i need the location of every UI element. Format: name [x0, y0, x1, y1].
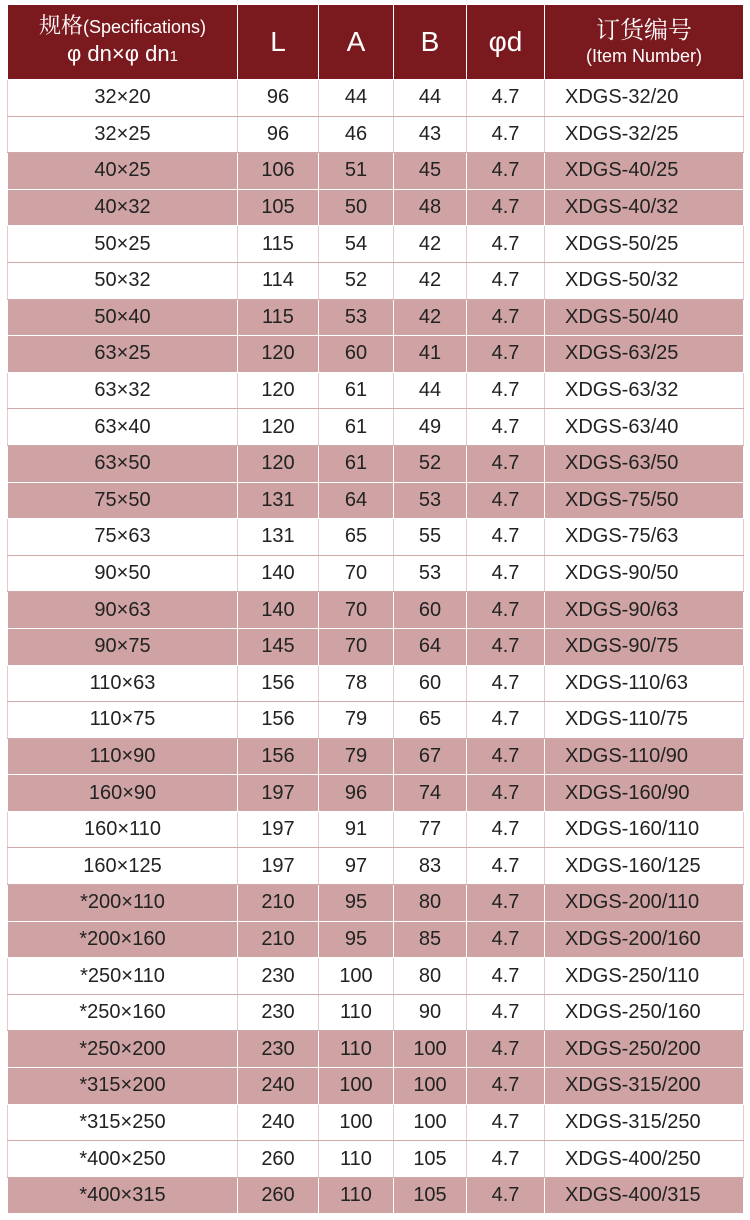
cell-spec: 63×25	[8, 336, 238, 373]
table-row	[8, 628, 744, 665]
header-item-number	[545, 5, 744, 80]
cell-item-number: XDGS-315/250	[545, 1104, 744, 1141]
cell-item-number: XDGS-50/25	[545, 226, 744, 263]
cell-l: 106	[238, 153, 319, 190]
cell-l: 210	[238, 885, 319, 922]
spec-table	[7, 4, 744, 1214]
cell-spec: 50×25	[8, 226, 238, 263]
cell-spec: 63×50	[8, 445, 238, 482]
cell-l: 240	[238, 1068, 319, 1105]
spec-formula-subscript: 1	[169, 48, 178, 65]
cell-diameter: 4.7	[467, 262, 545, 299]
cell-l: 140	[238, 592, 319, 629]
cell-a: 50	[319, 189, 394, 226]
cell-diameter: 4.7	[467, 226, 545, 263]
cell-item-number: XDGS-315/200	[545, 1068, 744, 1105]
cell-spec: 63×40	[8, 409, 238, 446]
header-l: L	[238, 5, 319, 80]
cell-l: 240	[238, 1104, 319, 1141]
cell-spec: 32×20	[8, 80, 238, 117]
table-row	[8, 1177, 744, 1214]
cell-spec: 90×50	[8, 555, 238, 592]
cell-b: 77	[394, 811, 467, 848]
cell-a: 70	[319, 555, 394, 592]
table-row	[8, 519, 744, 556]
cell-a: 95	[319, 921, 394, 958]
cell-l: 114	[238, 262, 319, 299]
cell-item-number: XDGS-63/32	[545, 372, 744, 409]
cell-l: 120	[238, 409, 319, 446]
cell-item-number: XDGS-110/63	[545, 665, 744, 702]
cell-spec: *200×160	[8, 921, 238, 958]
cell-spec: 90×75	[8, 628, 238, 665]
cell-diameter: 4.7	[467, 519, 545, 556]
item-title-en: (Item Number)	[585, 46, 702, 66]
cell-spec: 50×40	[8, 299, 238, 336]
cell-b: 80	[394, 885, 467, 922]
cell-b: 105	[394, 1177, 467, 1214]
cell-l: 156	[238, 702, 319, 739]
cell-diameter: 4.7	[467, 116, 545, 153]
cell-b: 80	[394, 958, 467, 995]
cell-a: 110	[319, 1031, 394, 1068]
cell-diameter: 4.7	[467, 958, 545, 995]
cell-b: 100	[394, 1104, 467, 1141]
cell-spec: 160×125	[8, 848, 238, 885]
cell-b: 100	[394, 1031, 467, 1068]
cell-spec: 110×75	[8, 702, 238, 739]
cell-item-number: XDGS-50/32	[545, 262, 744, 299]
cell-item-number: XDGS-75/50	[545, 482, 744, 519]
cell-a: 53	[319, 299, 394, 336]
cell-a: 100	[319, 1104, 394, 1141]
spec-title-cn: 规格	[38, 13, 83, 38]
cell-b: 42	[394, 226, 467, 263]
cell-b: 55	[394, 519, 467, 556]
cell-item-number: XDGS-160/125	[545, 848, 744, 885]
cell-a: 110	[319, 1177, 394, 1214]
cell-item-number: XDGS-40/32	[545, 189, 744, 226]
cell-diameter: 4.7	[467, 372, 545, 409]
cell-b: 49	[394, 409, 467, 446]
cell-l: 230	[238, 1031, 319, 1068]
cell-b: 60	[394, 665, 467, 702]
cell-l: 105	[238, 189, 319, 226]
cell-diameter: 4.7	[467, 885, 545, 922]
cell-item-number: XDGS-32/25	[545, 116, 744, 153]
table-row	[8, 116, 744, 153]
table-row	[8, 482, 744, 519]
spec-formula: φ dn×φ dn	[67, 41, 170, 66]
cell-a: 79	[319, 702, 394, 739]
cell-l: 131	[238, 482, 319, 519]
cell-diameter: 4.7	[467, 299, 545, 336]
cell-diameter: 4.7	[467, 482, 545, 519]
cell-b: 105	[394, 1141, 467, 1178]
cell-diameter: 4.7	[467, 80, 545, 117]
cell-b: 48	[394, 189, 467, 226]
cell-spec: 160×90	[8, 775, 238, 812]
cell-b: 53	[394, 555, 467, 592]
cell-item-number: XDGS-90/75	[545, 628, 744, 665]
cell-item-number: XDGS-32/20	[545, 80, 744, 117]
cell-b: 60	[394, 592, 467, 629]
cell-a: 79	[319, 738, 394, 775]
cell-spec: 32×25	[8, 116, 238, 153]
cell-a: 95	[319, 885, 394, 922]
cell-diameter: 4.7	[467, 921, 545, 958]
cell-item-number: XDGS-400/315	[545, 1177, 744, 1214]
cell-l: 156	[238, 665, 319, 702]
cell-spec: 90×63	[8, 592, 238, 629]
table-row	[8, 921, 744, 958]
cell-b: 65	[394, 702, 467, 739]
cell-item-number: XDGS-250/200	[545, 1031, 744, 1068]
table-row	[8, 226, 744, 263]
cell-b: 44	[394, 372, 467, 409]
cell-l: 260	[238, 1141, 319, 1178]
table-row	[8, 885, 744, 922]
cell-l: 230	[238, 994, 319, 1031]
cell-spec: *250×200	[8, 1031, 238, 1068]
cell-diameter: 4.7	[467, 592, 545, 629]
cell-item-number: XDGS-200/160	[545, 921, 744, 958]
cell-b: 100	[394, 1068, 467, 1105]
cell-b: 42	[394, 299, 467, 336]
cell-l: 120	[238, 336, 319, 373]
table-body	[8, 80, 744, 1214]
table-row	[8, 153, 744, 190]
spec-table-container	[7, 4, 743, 1214]
cell-spec: *200×110	[8, 885, 238, 922]
table-row	[8, 1141, 744, 1178]
table-row	[8, 1031, 744, 1068]
table-header-row	[8, 5, 744, 80]
cell-diameter: 4.7	[467, 1068, 545, 1105]
cell-l: 131	[238, 519, 319, 556]
table-row	[8, 738, 744, 775]
cell-item-number: XDGS-160/90	[545, 775, 744, 812]
cell-item-number: XDGS-200/110	[545, 885, 744, 922]
header-diameter: φd	[467, 5, 545, 80]
cell-a: 61	[319, 372, 394, 409]
table-row	[8, 702, 744, 739]
table-row	[8, 1068, 744, 1105]
cell-a: 46	[319, 116, 394, 153]
item-title-cn: 订货编号	[596, 17, 692, 44]
cell-item-number: XDGS-110/90	[545, 738, 744, 775]
cell-diameter: 4.7	[467, 1104, 545, 1141]
cell-spec: *315×200	[8, 1068, 238, 1105]
cell-a: 100	[319, 958, 394, 995]
cell-diameter: 4.7	[467, 702, 545, 739]
spec-title-en: (Specifications)	[82, 17, 207, 37]
cell-diameter: 4.7	[467, 994, 545, 1031]
cell-spec: 75×63	[8, 519, 238, 556]
cell-item-number: XDGS-90/63	[545, 592, 744, 629]
cell-l: 210	[238, 921, 319, 958]
cell-spec: *250×160	[8, 994, 238, 1031]
cell-diameter: 4.7	[467, 153, 545, 190]
cell-b: 85	[394, 921, 467, 958]
cell-diameter: 4.7	[467, 775, 545, 812]
table-row	[8, 811, 744, 848]
cell-a: 97	[319, 848, 394, 885]
cell-l: 197	[238, 848, 319, 885]
header-a: A	[319, 5, 394, 80]
table-row	[8, 592, 744, 629]
cell-diameter: 4.7	[467, 409, 545, 446]
cell-diameter: 4.7	[467, 445, 545, 482]
cell-a: 91	[319, 811, 394, 848]
cell-spec: *400×315	[8, 1177, 238, 1214]
cell-spec: 75×50	[8, 482, 238, 519]
cell-l: 120	[238, 372, 319, 409]
cell-spec: 110×63	[8, 665, 238, 702]
table-row	[8, 262, 744, 299]
cell-a: 96	[319, 775, 394, 812]
cell-l: 96	[238, 80, 319, 117]
cell-item-number: XDGS-250/160	[545, 994, 744, 1031]
cell-l: 115	[238, 226, 319, 263]
cell-diameter: 4.7	[467, 1141, 545, 1178]
cell-b: 90	[394, 994, 467, 1031]
cell-diameter: 4.7	[467, 189, 545, 226]
cell-b: 42	[394, 262, 467, 299]
table-row	[8, 445, 744, 482]
table-row	[8, 958, 744, 995]
cell-a: 60	[319, 336, 394, 373]
table-row	[8, 80, 744, 117]
cell-l: 120	[238, 445, 319, 482]
table-row	[8, 189, 744, 226]
table-row	[8, 665, 744, 702]
cell-l: 260	[238, 1177, 319, 1214]
cell-l: 145	[238, 628, 319, 665]
cell-diameter: 4.7	[467, 738, 545, 775]
cell-diameter: 4.7	[467, 628, 545, 665]
cell-a: 61	[319, 445, 394, 482]
cell-l: 197	[238, 811, 319, 848]
cell-spec: 63×32	[8, 372, 238, 409]
table-row	[8, 1104, 744, 1141]
cell-a: 100	[319, 1068, 394, 1105]
cell-diameter: 4.7	[467, 848, 545, 885]
cell-b: 83	[394, 848, 467, 885]
cell-b: 53	[394, 482, 467, 519]
table-row	[8, 372, 744, 409]
cell-b: 45	[394, 153, 467, 190]
table-row	[8, 409, 744, 446]
cell-item-number: XDGS-50/40	[545, 299, 744, 336]
cell-diameter: 4.7	[467, 665, 545, 702]
cell-b: 52	[394, 445, 467, 482]
cell-diameter: 4.7	[467, 555, 545, 592]
cell-a: 70	[319, 592, 394, 629]
cell-diameter: 4.7	[467, 811, 545, 848]
cell-spec: 40×25	[8, 153, 238, 190]
cell-a: 54	[319, 226, 394, 263]
cell-spec: 40×32	[8, 189, 238, 226]
cell-a: 61	[319, 409, 394, 446]
cell-a: 110	[319, 994, 394, 1031]
table-row	[8, 994, 744, 1031]
cell-a: 52	[319, 262, 394, 299]
table-row	[8, 299, 744, 336]
cell-b: 44	[394, 80, 467, 117]
cell-a: 64	[319, 482, 394, 519]
cell-item-number: XDGS-110/75	[545, 702, 744, 739]
cell-item-number: XDGS-400/250	[545, 1141, 744, 1178]
header-specifications	[8, 5, 238, 80]
cell-item-number: XDGS-40/25	[545, 153, 744, 190]
cell-diameter: 4.7	[467, 1177, 545, 1214]
cell-spec: 160×110	[8, 811, 238, 848]
cell-b: 74	[394, 775, 467, 812]
table-row	[8, 555, 744, 592]
cell-item-number: XDGS-250/110	[545, 958, 744, 995]
cell-item-number: XDGS-63/50	[545, 445, 744, 482]
cell-spec: *400×250	[8, 1141, 238, 1178]
cell-a: 78	[319, 665, 394, 702]
header-b: B	[394, 5, 467, 80]
cell-l: 156	[238, 738, 319, 775]
cell-b: 67	[394, 738, 467, 775]
cell-b: 41	[394, 336, 467, 373]
table-row	[8, 775, 744, 812]
cell-diameter: 4.7	[467, 336, 545, 373]
cell-item-number: XDGS-75/63	[545, 519, 744, 556]
cell-item-number: XDGS-63/25	[545, 336, 744, 373]
cell-diameter: 4.7	[467, 1031, 545, 1068]
cell-l: 230	[238, 958, 319, 995]
cell-item-number: XDGS-160/110	[545, 811, 744, 848]
table-row	[8, 336, 744, 373]
cell-a: 65	[319, 519, 394, 556]
cell-spec: *315×250	[8, 1104, 238, 1141]
cell-a: 51	[319, 153, 394, 190]
cell-b: 64	[394, 628, 467, 665]
cell-l: 197	[238, 775, 319, 812]
cell-a: 110	[319, 1141, 394, 1178]
cell-l: 140	[238, 555, 319, 592]
cell-item-number: XDGS-63/40	[545, 409, 744, 446]
cell-b: 43	[394, 116, 467, 153]
cell-a: 70	[319, 628, 394, 665]
cell-item-number: XDGS-90/50	[545, 555, 744, 592]
cell-l: 96	[238, 116, 319, 153]
cell-a: 44	[319, 80, 394, 117]
cell-l: 115	[238, 299, 319, 336]
cell-spec: *250×110	[8, 958, 238, 995]
cell-spec: 110×90	[8, 738, 238, 775]
table-row	[8, 848, 744, 885]
cell-spec: 50×32	[8, 262, 238, 299]
